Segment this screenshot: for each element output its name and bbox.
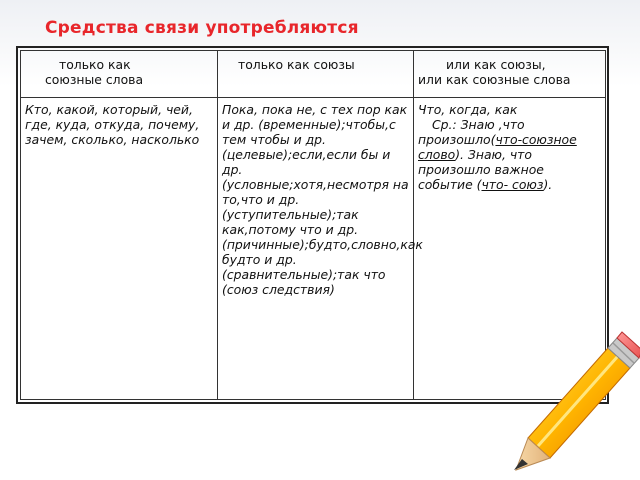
example-underlined: что- союз bbox=[481, 177, 544, 192]
pencil-icon bbox=[470, 320, 640, 480]
header-text: союзные слова bbox=[45, 72, 144, 87]
header-text: только как союзы bbox=[238, 57, 355, 72]
header-conjunctions-only bbox=[218, 51, 414, 98]
example-underlined: что-союзное bbox=[495, 132, 577, 147]
example-underlined: слово bbox=[418, 147, 456, 162]
header-conjunctive-words-only bbox=[21, 51, 218, 98]
header-either bbox=[414, 51, 606, 98]
header-text: только как bbox=[59, 57, 131, 72]
slide-title: Средства связи употребляются bbox=[45, 18, 359, 38]
example-text: Ср.: Знаю ,что произошло( bbox=[418, 117, 525, 147]
cell-either-example bbox=[418, 117, 601, 192]
cell-either-list: Что, когда, как bbox=[418, 102, 518, 117]
header-text: или как союзные слова bbox=[418, 72, 571, 87]
table-header-row bbox=[21, 51, 606, 98]
example-text: ). Знаю, что произошло важное событие ( bbox=[418, 147, 544, 192]
example-text: ). bbox=[543, 177, 553, 192]
cell-conjunctive-words: Кто, какой, который, чей, где, куда, откуда, почему, зачем, сколько, насколько bbox=[21, 98, 218, 400]
cell-conjunctions: Пока, пока не, с тех пор как и др. (временные);чтобы,с тем чтобы и др. (целевые);если,если бы и др. (условные;хотя,несмотря на то,что и др. (уступительные);так как,потому что и др. (причинные);будто,словно,как будто и др. (сравнительные);так что (союз следствия) bbox=[218, 98, 414, 400]
header-text: или как союзы, bbox=[446, 57, 546, 72]
